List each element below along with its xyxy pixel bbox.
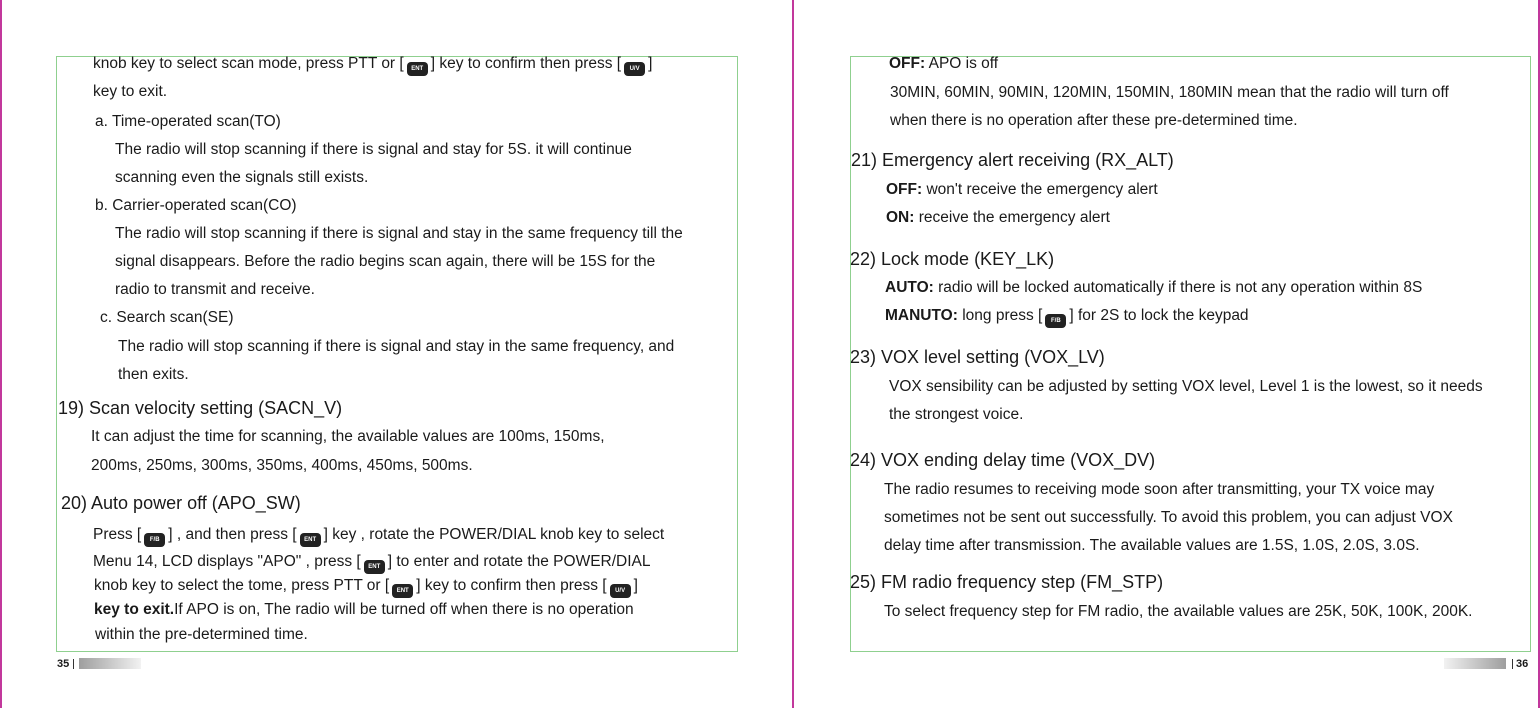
left-line-1 bbox=[93, 55, 652, 76]
scan-co-text-1: The radio will stop scanning if there is signal and stay in the same frequency till the bbox=[115, 225, 683, 242]
text: If APO is on, The radio will be turned off when there is no operation bbox=[174, 601, 634, 618]
section-20-line-1 bbox=[93, 526, 664, 547]
apo-text-2: when there is no operation after these pre-determined time. bbox=[890, 112, 1298, 129]
section-20-line-3 bbox=[94, 577, 638, 598]
text: radio will be locked automatically if there is not any operation within 8S bbox=[933, 279, 1423, 296]
text: won't receive the emergency alert bbox=[922, 181, 1158, 198]
section-25-heading: 25) FM radio frequency step (FM_STP) bbox=[850, 572, 1164, 592]
apo-off-line bbox=[889, 55, 998, 73]
page-edge-left bbox=[0, 0, 2, 708]
section-24-heading: 24) VOX ending delay time (VOX_DV) bbox=[850, 450, 1156, 470]
fb-key-icon: F/B bbox=[1045, 314, 1066, 328]
scan-co-title: b. Carrier-operated scan(CO) bbox=[95, 197, 297, 214]
text: OFF: bbox=[886, 181, 923, 198]
page-tick-left bbox=[73, 659, 74, 669]
section-21-heading: 21) Emergency alert receiving (RX_ALT) bbox=[851, 150, 1174, 170]
text: ] key , rotate the POWER/DIAL knob key to select bbox=[323, 526, 665, 543]
section-23-heading: 23) VOX level setting (VOX_LV) bbox=[850, 347, 1105, 367]
page-spine bbox=[792, 0, 794, 708]
scan-to-text-1: The radio will stop scanning if there is signal and stay for 5S. it will continue bbox=[115, 141, 632, 158]
ent-key-icon: ENT bbox=[392, 584, 413, 598]
text: ] key to confirm then press [ bbox=[430, 55, 622, 72]
scan-se-text-2: then exits. bbox=[118, 366, 189, 383]
section-19-heading: 19) Scan velocity setting (SACN_V) bbox=[58, 398, 343, 418]
text: Press [ bbox=[93, 526, 142, 543]
section-22-auto bbox=[885, 279, 1422, 297]
text: receive the emergency alert bbox=[914, 209, 1110, 226]
scan-se-title: c. Search scan(SE) bbox=[100, 309, 234, 326]
section-20-line-4 bbox=[94, 601, 634, 619]
apo-text-1: 30MIN, 60MIN, 90MIN, 120MIN, 150MIN, 180MIN mean that the radio will turn off bbox=[890, 84, 1449, 101]
text: knob key to select the tome, press PTT or [ bbox=[94, 577, 390, 594]
scan-co-text-2: signal disappears. Before the radio begins scan again, there will be 15S for the bbox=[115, 253, 656, 270]
section-20-heading: 20) Auto power off (APO_SW) bbox=[61, 493, 301, 513]
uv-key-icon: U/V bbox=[624, 62, 645, 76]
text: AUTO: bbox=[885, 279, 934, 296]
text: MANUTO: bbox=[885, 307, 958, 324]
scan-to-title: a. Time-operated scan(TO) bbox=[95, 113, 281, 130]
page-bar-right bbox=[1444, 658, 1506, 669]
page-bar-left bbox=[79, 658, 141, 669]
text: knob key to select scan mode, press PTT or [ bbox=[93, 55, 404, 72]
text: ] to enter and rotate the POWER/DIAL bbox=[387, 553, 651, 570]
text: ] bbox=[633, 577, 638, 594]
section-24-text-3: delay time after transmission. The available values are 1.5S, 1.0S, 2.0S, 3.0S. bbox=[884, 537, 1420, 554]
fb-key-icon: F/B bbox=[144, 533, 165, 547]
section-24-text-2: sometimes not be sent out successfully. To avoid this problem, you can adjust VOX bbox=[884, 509, 1453, 526]
section-20-line-5: within the pre-determined time. bbox=[95, 626, 308, 643]
text: key to exit. bbox=[94, 601, 175, 618]
section-23-text-1: VOX sensibility can be adjusted by setting VOX level, Level 1 is the lowest, so it needs bbox=[889, 378, 1483, 395]
section-19-text-1: It can adjust the time for scanning, the available values are 100ms, 150ms, bbox=[91, 428, 605, 445]
section-22-manuto bbox=[885, 307, 1249, 328]
scan-se-text-1: The radio will stop scanning if there is signal and stay in the same frequency, and bbox=[118, 338, 675, 355]
page-number-left: 35 bbox=[57, 658, 70, 670]
left-line-2: key to exit. bbox=[93, 83, 168, 100]
page-number-right: 36 bbox=[1516, 658, 1529, 670]
scan-to-text-2: scanning even the signals still exists. bbox=[115, 169, 369, 186]
section-21-off bbox=[886, 181, 1158, 199]
text: long press [ bbox=[957, 307, 1043, 324]
section-20-line-2 bbox=[93, 553, 651, 574]
section-23-text-2: the strongest voice. bbox=[889, 406, 1024, 423]
ent-key-icon: ENT bbox=[364, 560, 385, 574]
text: ] , and then press [ bbox=[168, 526, 297, 543]
section-25-text-1: To select frequency step for FM radio, the available values are 25K, 50K, 100K, 200K. bbox=[884, 603, 1473, 620]
text: OFF: bbox=[889, 55, 926, 72]
section-21-on bbox=[886, 209, 1110, 227]
ent-key-icon: ENT bbox=[300, 533, 321, 547]
text: ON: bbox=[886, 209, 915, 226]
page-tick-right bbox=[1512, 659, 1513, 669]
section-22-heading: 22) Lock mode (KEY_LK) bbox=[850, 249, 1055, 269]
text: ] bbox=[648, 55, 653, 72]
uv-key-icon: U/V bbox=[610, 584, 631, 598]
section-19-text-2: 200ms, 250ms, 300ms, 350ms, 400ms, 450ms, 500ms. bbox=[91, 457, 473, 474]
text: Menu 14, LCD displays "APO" , press [ bbox=[93, 553, 361, 570]
ent-key-icon: ENT bbox=[407, 62, 428, 76]
text: ] key to confirm then press [ bbox=[416, 577, 607, 594]
scan-co-text-3: radio to transmit and receive. bbox=[115, 281, 315, 298]
text: APO is off bbox=[925, 55, 999, 72]
text: ] for 2S to lock the keypad bbox=[1069, 307, 1249, 324]
section-24-text-1: The radio resumes to receiving mode soon after transmitting, your TX voice may bbox=[884, 481, 1435, 498]
